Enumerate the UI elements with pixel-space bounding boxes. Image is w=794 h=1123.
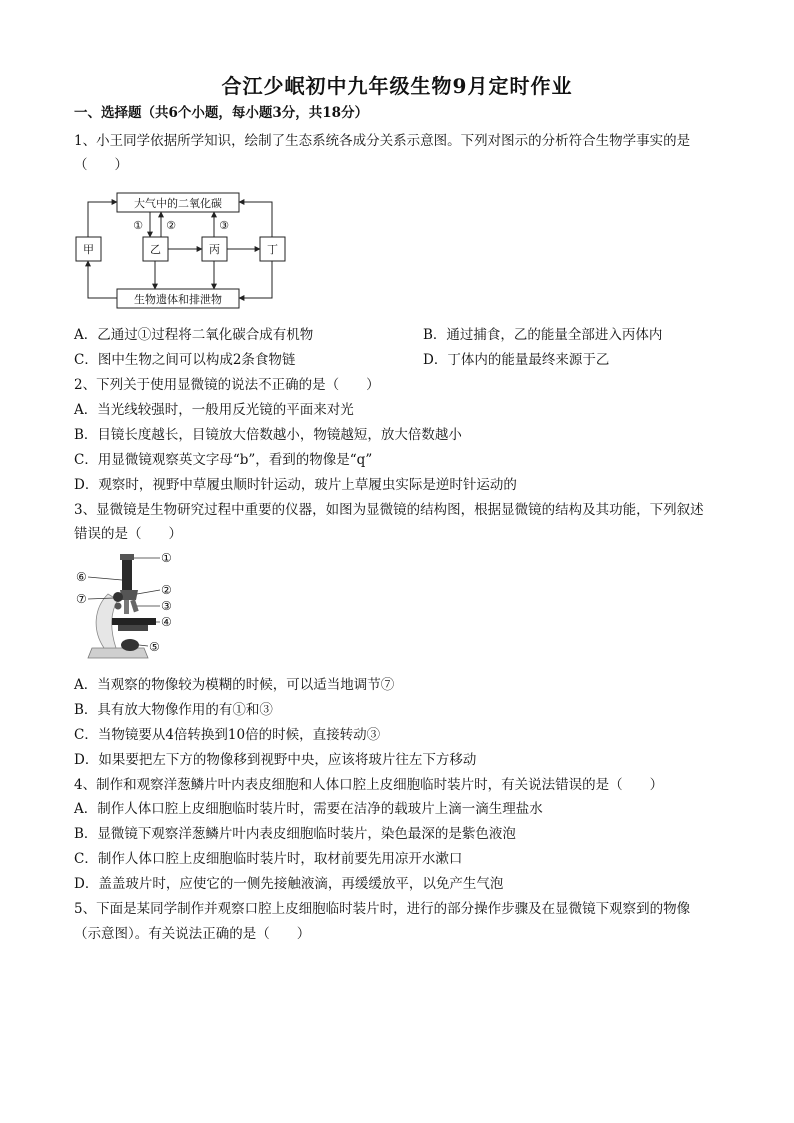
q4-stem: 4、制作和观察洋葱鳞片叶内表皮细胞和人体口腔上皮细胞临时装片时，有关说法错误的是（ ）	[74, 777, 664, 793]
microscope-label-2: ②	[161, 583, 172, 597]
q5-stem: 5、下面是某同学制作并观察口腔上皮细胞临时装片时，进行的部分操作步骤及在显微镜下观察到的物像	[74, 901, 691, 917]
q3-stem: 3、显微镜是生物研究过程中重要的仪器，如图为显微镜的结构图，根据显微镜的结构及其功能，下列叙述	[74, 502, 704, 518]
q1-options-row1	[74, 326, 714, 344]
q2-option-d: D．观察时，视野中草履虫顺时针运动，玻片上草履虫实际是逆时针运动的	[74, 477, 517, 493]
q3-option-a: A．当观察的物像较为模糊的时候，可以适当地调节⑦	[74, 677, 395, 693]
co2-label: 大气中的二氧化碳	[134, 197, 222, 210]
q3-option-c: C．当物镜要从4倍转换到10倍的时候，直接转动③	[74, 727, 381, 743]
q5-stem-cont: （示意图）。有关说法正确的是（ ）	[74, 926, 311, 942]
q3-option-b: B．具有放大物像作用的有①和③	[74, 702, 273, 718]
microscope-label-1: ①	[161, 551, 172, 565]
q2-option-b: B．目镜长度越长，目镜放大倍数越小，物镜越短，放大倍数越小	[74, 427, 462, 443]
q3-stem-cont: 错误的是（ ）	[74, 526, 182, 542]
section-heading: 一、选择题（共6个小题，每小题3分，共18分）	[74, 105, 369, 121]
microscope-label-7: ⑦	[76, 592, 87, 606]
jia-label: 甲	[83, 243, 94, 256]
remains-label: 生物遗体和排泄物	[134, 293, 222, 306]
q4-option-c: C．制作人体口腔上皮细胞临时装片时，取材前要先用凉开水漱口	[74, 851, 463, 867]
q4-option-d: D．盖盖玻片时，应使它的一侧先接触液滴，再缓缓放平，以免产生气泡	[74, 876, 504, 892]
q1-stem: 1、小王同学依据所学知识，绘制了生态系统各成分关系示意图。下列对图示的分析符合生物学事实的是	[74, 133, 691, 149]
q1-option-d: D．丁体内的能量最终来源于乙	[423, 352, 610, 368]
page-title: 合江少岷初中九年级生物9月定时作业	[221, 74, 573, 98]
microscope-label-5: ⑤	[149, 640, 160, 654]
q2-option-a: A．当光线较强时，一般用反光镜的平面来对光	[74, 402, 354, 418]
q1-stem-bracket: （ ）	[74, 157, 128, 173]
q3-option-d: D．如果要把左下方的物像移到视野中央，应该将玻片往左下方移动	[74, 752, 477, 768]
microscope-figure	[74, 550, 184, 666]
microscope-label-6: ⑥	[76, 570, 87, 584]
microscope-label-4: ④	[161, 615, 172, 629]
q4-option-b: B．显微镜下观察洋葱鳞片叶内表皮细胞临时装片，染色最深的是紫色液泡	[74, 826, 516, 842]
q2-option-c: C．用显微镜观察英文字母“b”，看到的物像是“q”	[74, 452, 373, 468]
process-3-label: ③	[219, 219, 229, 232]
process-1-label: ①	[133, 219, 143, 232]
bing-label: 丙	[209, 243, 220, 256]
yi-label: 乙	[150, 243, 161, 256]
q2-stem: 2、下列关于使用显微镜的说法不正确的是（ ）	[74, 377, 380, 393]
q4-option-a: A．制作人体口腔上皮细胞临时装片时，需要在洁净的载玻片上滴一滴生理盐水	[74, 801, 543, 817]
process-2-label: ②	[166, 219, 176, 232]
ding-label: 丁	[267, 243, 278, 256]
q1-option-c: C．图中生物之间可以构成2条食物链	[74, 352, 296, 368]
q1-option-b: B．通过捕食，乙的能量全部进入丙体内	[423, 327, 663, 343]
ecosystem-diagram	[72, 186, 312, 312]
microscope-label-3: ③	[161, 599, 172, 613]
q1-options-row2	[74, 351, 714, 369]
q1-option-a: A．乙通过①过程将二氧化碳合成有机物	[74, 327, 314, 343]
